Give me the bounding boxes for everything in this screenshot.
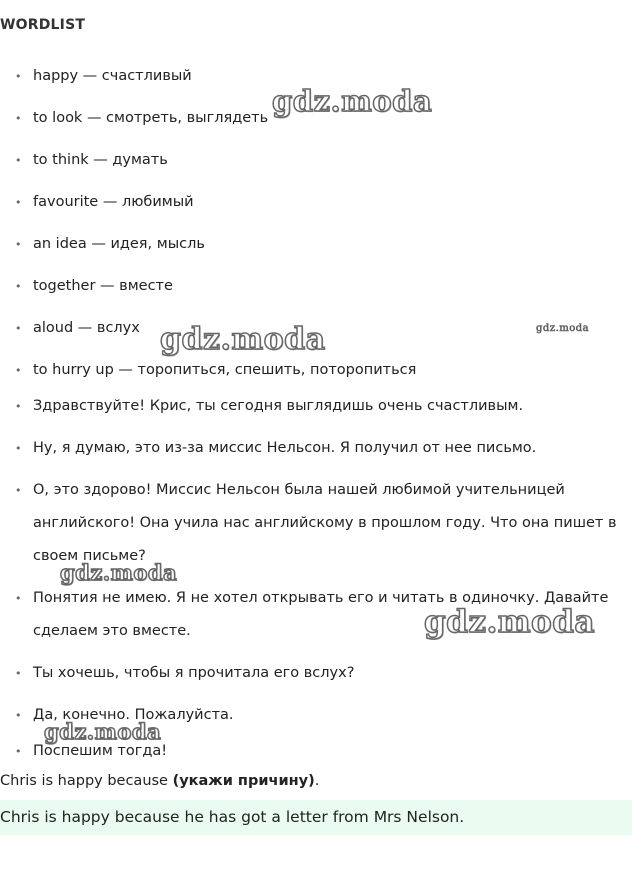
watermark-logo: gdz.moda xyxy=(272,84,433,118)
watermark-logo: gdz.moda xyxy=(536,323,590,334)
bullet-icon: • xyxy=(15,322,22,335)
bullet-icon: • xyxy=(15,442,22,455)
question-prefix: Chris is happy because xyxy=(0,773,173,789)
watermark-logo: gdz.moda xyxy=(424,604,595,640)
list-item-text: to hurry up — торопиться, спешить, поторопиться xyxy=(33,362,417,378)
bullet-icon: • xyxy=(15,592,22,605)
list-item-text: happy — счастливый xyxy=(33,68,192,84)
list-item-text: Ты хочешь, чтобы я прочитала его вслух? xyxy=(33,665,355,681)
bullet-icon: • xyxy=(15,745,22,758)
list-item-text: to think — думать xyxy=(33,152,168,168)
list-item xyxy=(0,657,632,699)
list-item-text: Ну, я думаю, это из-за миссис Нельсон. Я получил от нее письмо. xyxy=(33,440,537,456)
bullet-icon: • xyxy=(15,70,22,83)
list-item-text: Да, конечно. Пожалуйста. xyxy=(33,707,234,723)
answer-box xyxy=(0,800,632,835)
bullet-icon: • xyxy=(15,280,22,293)
list-item-text: an idea — идея, мысль xyxy=(33,236,205,252)
question-line xyxy=(0,773,319,789)
bullet-icon: • xyxy=(15,238,22,251)
list-item-text: together — вместе xyxy=(33,278,173,294)
list-item xyxy=(0,270,632,312)
watermark-logo: gdz.moda xyxy=(60,560,178,585)
list-item xyxy=(0,390,632,432)
list-item-text: Поспешим тогда! xyxy=(33,743,168,759)
answer-text: Chris is happy because he has got a letter from Mrs Nelson. xyxy=(0,808,465,826)
list-item-text: aloud — вслух xyxy=(33,320,140,336)
list-item xyxy=(0,144,632,186)
list-item-text: Здравствуйте! Крис, ты сегодня выглядишь очень счастливым. xyxy=(33,398,524,414)
list-item-text: О, это здорово! Миссис Нельсон была нашей любимой учительницей английского! Она учила нас английскому в прошлом году. Что она пишет в своем письме? xyxy=(33,482,617,564)
wordlist-heading: WORDLIST xyxy=(0,17,86,33)
list-item xyxy=(0,432,632,474)
question-suffix: . xyxy=(314,773,320,789)
bullet-icon: • xyxy=(15,484,22,497)
bullet-icon: • xyxy=(15,364,22,377)
bullet-icon: • xyxy=(15,154,22,167)
list-item xyxy=(0,186,632,228)
bullet-icon: • xyxy=(15,400,22,413)
list-item-text: Понятия не имею. Я не хотел открывать его и читать в одиночку. Давайте сделаем это вместе. xyxy=(33,590,609,639)
question-hint: (укажи причину) xyxy=(172,773,315,789)
wordlist xyxy=(0,60,632,765)
list-item xyxy=(0,228,632,270)
watermark-logo: gdz.moda xyxy=(160,322,326,357)
bullet-icon: • xyxy=(15,667,22,680)
list-item xyxy=(0,354,632,390)
bullet-icon: • xyxy=(15,196,22,209)
list-item-text: to look — смотреть, выглядеть xyxy=(33,110,269,126)
bullet-icon: • xyxy=(15,112,22,125)
bullet-icon: • xyxy=(15,709,22,722)
list-item-text: favourite — любимый xyxy=(33,194,194,210)
watermark-logo: gdz.moda xyxy=(44,719,162,744)
